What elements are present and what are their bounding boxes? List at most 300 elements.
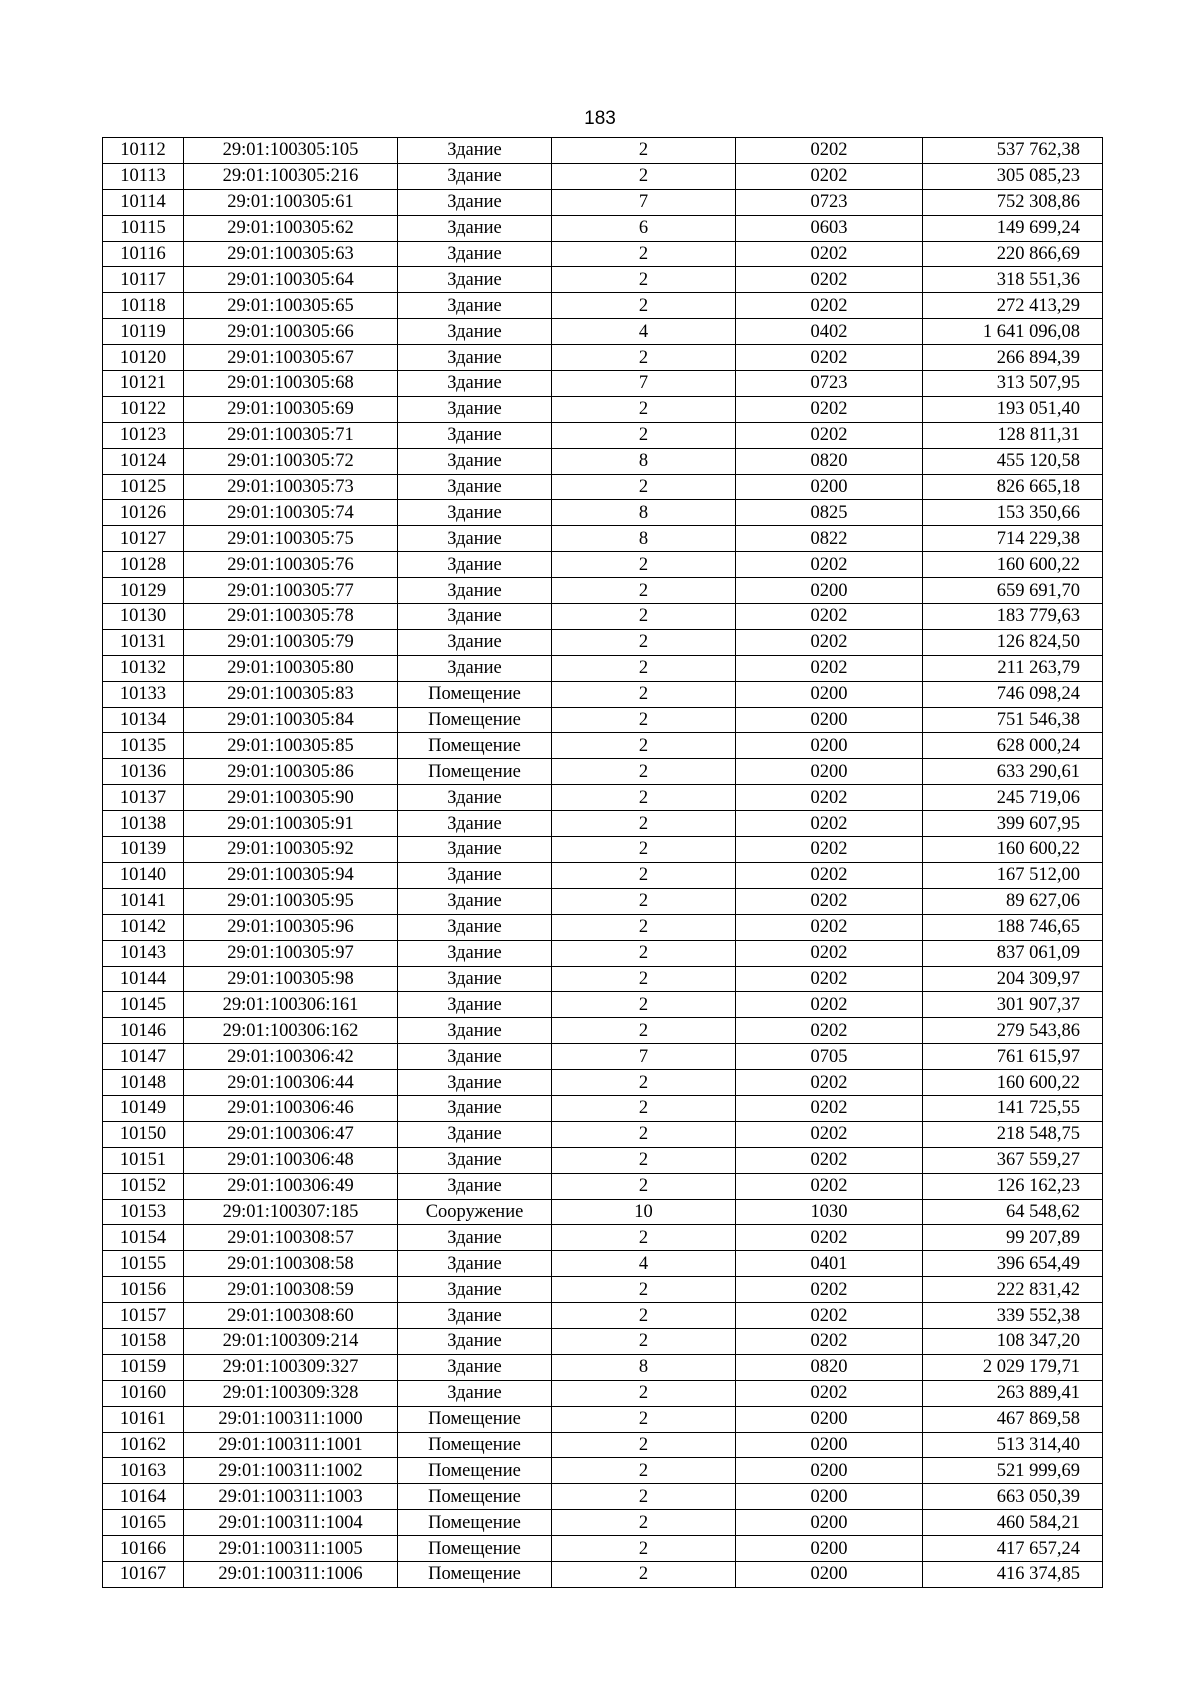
group-cell: 4: [552, 319, 736, 345]
object-type-cell: Помещение: [398, 759, 552, 785]
cadastral-value-cell: 108 347,20: [923, 1328, 1103, 1354]
subgroup-code-cell: 0202: [736, 888, 923, 914]
cadastral-value-cell: 751 546,38: [923, 707, 1103, 733]
object-type-cell: Помещение: [398, 1561, 552, 1587]
subgroup-code-cell: 0202: [736, 604, 923, 630]
table-row: [103, 811, 1103, 837]
cadastral-value-cell: 455 120,58: [923, 448, 1103, 474]
cadastral-number-cell: 29:01:100305:85: [184, 733, 398, 759]
cadastral-number-cell: 29:01:100305:105: [184, 138, 398, 164]
cadastral-value-cell: 513 314,40: [923, 1432, 1103, 1458]
subgroup-code-cell: 0822: [736, 526, 923, 552]
subgroup-code-cell: 0202: [736, 552, 923, 578]
row-number-cell: 10142: [103, 914, 184, 940]
object-type-cell: Здание: [398, 215, 552, 241]
row-number-cell: 10115: [103, 215, 184, 241]
table-row: [103, 163, 1103, 189]
table-row: [103, 1225, 1103, 1251]
table-row: [103, 888, 1103, 914]
table-row: [103, 785, 1103, 811]
cadastral-value-cell: 367 559,27: [923, 1147, 1103, 1173]
object-type-cell: Здание: [398, 371, 552, 397]
table-row: [103, 241, 1103, 267]
object-type-cell: Помещение: [398, 1536, 552, 1562]
cadastral-number-cell: 29:01:100306:46: [184, 1095, 398, 1121]
table-row: [103, 215, 1103, 241]
group-cell: 2: [552, 1432, 736, 1458]
row-number-cell: 10130: [103, 604, 184, 630]
cadastral-value-cell: 633 290,61: [923, 759, 1103, 785]
cadastral-value-cell: 220 866,69: [923, 241, 1103, 267]
cadastral-value-cell: 417 657,24: [923, 1536, 1103, 1562]
group-cell: 2: [552, 940, 736, 966]
group-cell: 2: [552, 1406, 736, 1432]
row-number-cell: 10165: [103, 1510, 184, 1536]
row-number-cell: 10124: [103, 448, 184, 474]
subgroup-code-cell: 0200: [736, 1561, 923, 1587]
cadastral-number-cell: 29:01:100311:1000: [184, 1406, 398, 1432]
subgroup-code-cell: 0202: [736, 1380, 923, 1406]
cadastral-value-cell: 628 000,24: [923, 733, 1103, 759]
cadastral-number-cell: 29:01:100305:75: [184, 526, 398, 552]
group-cell: 2: [552, 837, 736, 863]
table-row: [103, 474, 1103, 500]
subgroup-code-cell: 0202: [736, 1173, 923, 1199]
subgroup-code-cell: 0200: [736, 1406, 923, 1432]
subgroup-code-cell: 0202: [736, 862, 923, 888]
row-number-cell: 10150: [103, 1121, 184, 1147]
cadastral-value-cell: 521 999,69: [923, 1458, 1103, 1484]
object-type-cell: Здание: [398, 474, 552, 500]
cadastral-number-cell: 29:01:100305:61: [184, 189, 398, 215]
object-type-cell: Здание: [398, 785, 552, 811]
subgroup-code-cell: 0401: [736, 1251, 923, 1277]
group-cell: 2: [552, 345, 736, 371]
cadastral-value-cell: 467 869,58: [923, 1406, 1103, 1432]
cadastral-number-cell: 29:01:100306:49: [184, 1173, 398, 1199]
table-row: [103, 629, 1103, 655]
row-number-cell: 10137: [103, 785, 184, 811]
group-cell: 2: [552, 966, 736, 992]
table-row: [103, 267, 1103, 293]
object-type-cell: Помещение: [398, 1432, 552, 1458]
group-cell: 7: [552, 371, 736, 397]
row-number-cell: 10152: [103, 1173, 184, 1199]
group-cell: 2: [552, 1121, 736, 1147]
cadastral-value-cell: 659 691,70: [923, 578, 1103, 604]
cadastral-value-cell: 537 762,38: [923, 138, 1103, 164]
table-row: [103, 319, 1103, 345]
group-cell: 2: [552, 422, 736, 448]
subgroup-code-cell: 0202: [736, 241, 923, 267]
cadastral-value-cell: 204 309,97: [923, 966, 1103, 992]
row-number-cell: 10156: [103, 1277, 184, 1303]
object-type-cell: Здание: [398, 578, 552, 604]
group-cell: 2: [552, 396, 736, 422]
cadastral-value-cell: 301 907,37: [923, 992, 1103, 1018]
row-number-cell: 10125: [103, 474, 184, 500]
table-row: [103, 1458, 1103, 1484]
cadastral-number-cell: 29:01:100305:97: [184, 940, 398, 966]
subgroup-code-cell: 0202: [736, 1121, 923, 1147]
group-cell: 2: [552, 733, 736, 759]
cadastral-number-cell: 29:01:100305:83: [184, 681, 398, 707]
cadastral-value-cell: 460 584,21: [923, 1510, 1103, 1536]
object-type-cell: Здание: [398, 837, 552, 863]
cadastral-value-cell: 245 719,06: [923, 785, 1103, 811]
table-row: [103, 1018, 1103, 1044]
row-number-cell: 10119: [103, 319, 184, 345]
cadastral-value-cell: 160 600,22: [923, 837, 1103, 863]
object-type-cell: Здание: [398, 189, 552, 215]
group-cell: 7: [552, 1044, 736, 1070]
group-cell: 4: [552, 1251, 736, 1277]
cadastral-number-cell: 29:01:100305:86: [184, 759, 398, 785]
group-cell: 2: [552, 1018, 736, 1044]
cadastral-number-cell: 29:01:100311:1001: [184, 1432, 398, 1458]
subgroup-code-cell: 0202: [736, 396, 923, 422]
group-cell: 2: [552, 992, 736, 1018]
subgroup-code-cell: 0200: [736, 733, 923, 759]
group-cell: 8: [552, 500, 736, 526]
group-cell: 2: [552, 578, 736, 604]
table-row: [103, 189, 1103, 215]
group-cell: 2: [552, 914, 736, 940]
cadastral-number-cell: 29:01:100309:214: [184, 1328, 398, 1354]
cadastral-number-cell: 29:01:100306:47: [184, 1121, 398, 1147]
row-number-cell: 10129: [103, 578, 184, 604]
table-row: [103, 1303, 1103, 1329]
table-row: [103, 940, 1103, 966]
subgroup-code-cell: 0200: [736, 1458, 923, 1484]
subgroup-code-cell: 0202: [736, 811, 923, 837]
row-number-cell: 10113: [103, 163, 184, 189]
cadastral-value-cell: 1 641 096,08: [923, 319, 1103, 345]
cadastral-value-cell: 313 507,95: [923, 371, 1103, 397]
group-cell: 8: [552, 1354, 736, 1380]
table-row: [103, 966, 1103, 992]
group-cell: 2: [552, 267, 736, 293]
row-number-cell: 10158: [103, 1328, 184, 1354]
cadastral-value-cell: 305 085,23: [923, 163, 1103, 189]
row-number-cell: 10116: [103, 241, 184, 267]
row-number-cell: 10148: [103, 1070, 184, 1096]
group-cell: 2: [552, 1147, 736, 1173]
row-number-cell: 10114: [103, 189, 184, 215]
subgroup-code-cell: 0202: [736, 1277, 923, 1303]
object-type-cell: Здание: [398, 1018, 552, 1044]
subgroup-code-cell: 0200: [736, 759, 923, 785]
subgroup-code-cell: 0202: [736, 293, 923, 319]
cadastral-value-cell: 752 308,86: [923, 189, 1103, 215]
table-row: [103, 422, 1103, 448]
cadastral-value-cell: 149 699,24: [923, 215, 1103, 241]
row-number-cell: 10127: [103, 526, 184, 552]
subgroup-code-cell: 0202: [736, 345, 923, 371]
object-type-cell: Здание: [398, 138, 552, 164]
group-cell: 2: [552, 1225, 736, 1251]
cadastral-number-cell: 29:01:100311:1006: [184, 1561, 398, 1587]
object-type-cell: Здание: [398, 1251, 552, 1277]
cadastral-value-cell: 663 050,39: [923, 1484, 1103, 1510]
cadastral-number-cell: 29:01:100305:79: [184, 629, 398, 655]
table-row: [103, 1510, 1103, 1536]
subgroup-code-cell: 0202: [736, 1070, 923, 1096]
group-cell: 2: [552, 888, 736, 914]
group-cell: 2: [552, 1380, 736, 1406]
row-number-cell: 10133: [103, 681, 184, 707]
cadastral-number-cell: 29:01:100305:91: [184, 811, 398, 837]
group-cell: 2: [552, 1095, 736, 1121]
row-number-cell: 10136: [103, 759, 184, 785]
object-type-cell: Здание: [398, 1121, 552, 1147]
row-number-cell: 10138: [103, 811, 184, 837]
group-cell: 2: [552, 707, 736, 733]
table-row: [103, 1354, 1103, 1380]
row-number-cell: 10143: [103, 940, 184, 966]
row-number-cell: 10118: [103, 293, 184, 319]
cadastral-value-cell: 714 229,38: [923, 526, 1103, 552]
subgroup-code-cell: 0202: [736, 914, 923, 940]
row-number-cell: 10147: [103, 1044, 184, 1070]
group-cell: 2: [552, 1536, 736, 1562]
table-row: [103, 681, 1103, 707]
subgroup-code-cell: 0200: [736, 681, 923, 707]
group-cell: 2: [552, 604, 736, 630]
cadastral-value-cell: 99 207,89: [923, 1225, 1103, 1251]
row-number-cell: 10149: [103, 1095, 184, 1121]
row-number-cell: 10121: [103, 371, 184, 397]
row-number-cell: 10145: [103, 992, 184, 1018]
group-cell: 2: [552, 862, 736, 888]
table-row: [103, 396, 1103, 422]
group-cell: 2: [552, 655, 736, 681]
cadastral-value-cell: 761 615,97: [923, 1044, 1103, 1070]
cadastral-number-cell: 29:01:100305:64: [184, 267, 398, 293]
table-row: [103, 371, 1103, 397]
row-number-cell: 10140: [103, 862, 184, 888]
cadastral-number-cell: 29:01:100305:74: [184, 500, 398, 526]
row-number-cell: 10166: [103, 1536, 184, 1562]
subgroup-code-cell: 0202: [736, 1095, 923, 1121]
cadastral-value-cell: 279 543,86: [923, 1018, 1103, 1044]
row-number-cell: 10162: [103, 1432, 184, 1458]
row-number-cell: 10151: [103, 1147, 184, 1173]
group-cell: 2: [552, 1458, 736, 1484]
cadastral-value-cell: 339 552,38: [923, 1303, 1103, 1329]
row-number-cell: 10163: [103, 1458, 184, 1484]
object-type-cell: Помещение: [398, 1406, 552, 1432]
cadastral-value-cell: 141 725,55: [923, 1095, 1103, 1121]
object-type-cell: Здание: [398, 940, 552, 966]
group-cell: 6: [552, 215, 736, 241]
table-row: [103, 1251, 1103, 1277]
group-cell: 2: [552, 1484, 736, 1510]
group-cell: 2: [552, 552, 736, 578]
cadastral-number-cell: 29:01:100305:95: [184, 888, 398, 914]
cadastral-number-cell: 29:01:100308:59: [184, 1277, 398, 1303]
cadastral-number-cell: 29:01:100305:77: [184, 578, 398, 604]
subgroup-code-cell: 0202: [736, 267, 923, 293]
table-row: [103, 1044, 1103, 1070]
group-cell: 2: [552, 1510, 736, 1536]
subgroup-code-cell: 0202: [736, 1303, 923, 1329]
cadastral-value-cell: 89 627,06: [923, 888, 1103, 914]
cadastral-number-cell: 29:01:100306:42: [184, 1044, 398, 1070]
cadastral-number-cell: 29:01:100305:66: [184, 319, 398, 345]
cadastral-number-cell: 29:01:100305:98: [184, 966, 398, 992]
group-cell: 2: [552, 759, 736, 785]
cadastral-value-cell: 263 889,41: [923, 1380, 1103, 1406]
subgroup-code-cell: 0200: [736, 1432, 923, 1458]
table-row: [103, 1561, 1103, 1587]
object-type-cell: Здание: [398, 241, 552, 267]
cadastral-value-cell: 211 263,79: [923, 655, 1103, 681]
cadastral-value-cell: 826 665,18: [923, 474, 1103, 500]
object-type-cell: Здание: [398, 1354, 552, 1380]
row-number-cell: 10146: [103, 1018, 184, 1044]
object-type-cell: Помещение: [398, 681, 552, 707]
cadastral-value-cell: 266 894,39: [923, 345, 1103, 371]
subgroup-code-cell: 0202: [736, 992, 923, 1018]
object-type-cell: Здание: [398, 345, 552, 371]
table-row: [103, 293, 1103, 319]
subgroup-code-cell: 0603: [736, 215, 923, 241]
cadastral-value-cell: 160 600,22: [923, 552, 1103, 578]
cadastral-value-cell: 183 779,63: [923, 604, 1103, 630]
object-type-cell: Здание: [398, 1173, 552, 1199]
cadastral-number-cell: 29:01:100305:65: [184, 293, 398, 319]
cadastral-number-cell: 29:01:100311:1004: [184, 1510, 398, 1536]
row-number-cell: 10164: [103, 1484, 184, 1510]
cadastral-number-cell: 29:01:100308:58: [184, 1251, 398, 1277]
cadastral-value-cell: 218 548,75: [923, 1121, 1103, 1147]
table-row: [103, 1380, 1103, 1406]
object-type-cell: Здание: [398, 966, 552, 992]
cadastral-value-cell: 272 413,29: [923, 293, 1103, 319]
cadastral-value-cell: 167 512,00: [923, 862, 1103, 888]
table-row: [103, 604, 1103, 630]
table-row: [103, 578, 1103, 604]
table-row: [103, 1328, 1103, 1354]
object-type-cell: Здание: [398, 163, 552, 189]
cadastral-value-cell: 399 607,95: [923, 811, 1103, 837]
group-cell: 2: [552, 163, 736, 189]
table-row: [103, 1406, 1103, 1432]
subgroup-code-cell: 0202: [736, 163, 923, 189]
group-cell: 2: [552, 785, 736, 811]
cadastral-number-cell: 29:01:100305:94: [184, 862, 398, 888]
table-row: [103, 992, 1103, 1018]
object-type-cell: Здание: [398, 1277, 552, 1303]
table-row: [103, 759, 1103, 785]
object-type-cell: Здание: [398, 1380, 552, 1406]
object-type-cell: Здание: [398, 526, 552, 552]
group-cell: 2: [552, 1303, 736, 1329]
subgroup-code-cell: 0820: [736, 448, 923, 474]
row-number-cell: 10141: [103, 888, 184, 914]
table-row: [103, 914, 1103, 940]
row-number-cell: 10157: [103, 1303, 184, 1329]
table-row: [103, 1484, 1103, 1510]
object-type-cell: Здание: [398, 1303, 552, 1329]
object-type-cell: Здание: [398, 1328, 552, 1354]
group-cell: 2: [552, 138, 736, 164]
object-type-cell: Помещение: [398, 1510, 552, 1536]
row-number-cell: 10134: [103, 707, 184, 733]
cadastral-number-cell: 29:01:100309:328: [184, 1380, 398, 1406]
group-cell: 2: [552, 1173, 736, 1199]
table-row: [103, 733, 1103, 759]
cadastral-value-cell: 153 350,66: [923, 500, 1103, 526]
object-type-cell: Здание: [398, 862, 552, 888]
object-type-cell: Помещение: [398, 1458, 552, 1484]
subgroup-code-cell: 0202: [736, 138, 923, 164]
group-cell: 7: [552, 189, 736, 215]
table-row: [103, 1070, 1103, 1096]
group-cell: 10: [552, 1199, 736, 1225]
object-type-cell: Здание: [398, 396, 552, 422]
table-row: [103, 1536, 1103, 1562]
cadastral-value-cell: 746 098,24: [923, 681, 1103, 707]
group-cell: 2: [552, 681, 736, 707]
row-number-cell: 10154: [103, 1225, 184, 1251]
object-type-cell: Здание: [398, 992, 552, 1018]
subgroup-code-cell: 0202: [736, 1018, 923, 1044]
object-type-cell: Здание: [398, 655, 552, 681]
object-type-cell: Здание: [398, 319, 552, 345]
row-number-cell: 10131: [103, 629, 184, 655]
table-row: [103, 500, 1103, 526]
cadastral-number-cell: 29:01:100306:162: [184, 1018, 398, 1044]
group-cell: 2: [552, 1328, 736, 1354]
subgroup-code-cell: 0705: [736, 1044, 923, 1070]
object-type-cell: Здание: [398, 267, 552, 293]
table-row: [103, 138, 1103, 164]
row-number-cell: 10139: [103, 837, 184, 863]
row-number-cell: 10117: [103, 267, 184, 293]
subgroup-code-cell: 0202: [736, 940, 923, 966]
table-row: [103, 1432, 1103, 1458]
table-row: [103, 552, 1103, 578]
cadastral-value-cell: 126 824,50: [923, 629, 1103, 655]
cadastral-number-cell: 29:01:100305:78: [184, 604, 398, 630]
subgroup-code-cell: 0202: [736, 837, 923, 863]
object-type-cell: Здание: [398, 914, 552, 940]
row-number-cell: 10159: [103, 1354, 184, 1380]
table-row: [103, 448, 1103, 474]
cadastral-number-cell: 29:01:100306:161: [184, 992, 398, 1018]
object-type-cell: Сооружение: [398, 1199, 552, 1225]
subgroup-code-cell: 0200: [736, 474, 923, 500]
row-number-cell: 10112: [103, 138, 184, 164]
cadastral-value-cell: 222 831,42: [923, 1277, 1103, 1303]
object-type-cell: Здание: [398, 1044, 552, 1070]
table-row: [103, 1277, 1103, 1303]
table-row: [103, 345, 1103, 371]
row-number-cell: 10144: [103, 966, 184, 992]
object-type-cell: Здание: [398, 422, 552, 448]
object-type-cell: Здание: [398, 552, 552, 578]
table-row: [103, 707, 1103, 733]
table-row: [103, 1199, 1103, 1225]
row-number-cell: 10155: [103, 1251, 184, 1277]
subgroup-code-cell: 0825: [736, 500, 923, 526]
cadastral-number-cell: 29:01:100305:68: [184, 371, 398, 397]
object-type-cell: Помещение: [398, 733, 552, 759]
row-number-cell: 10135: [103, 733, 184, 759]
cadastral-number-cell: 29:01:100305:63: [184, 241, 398, 267]
